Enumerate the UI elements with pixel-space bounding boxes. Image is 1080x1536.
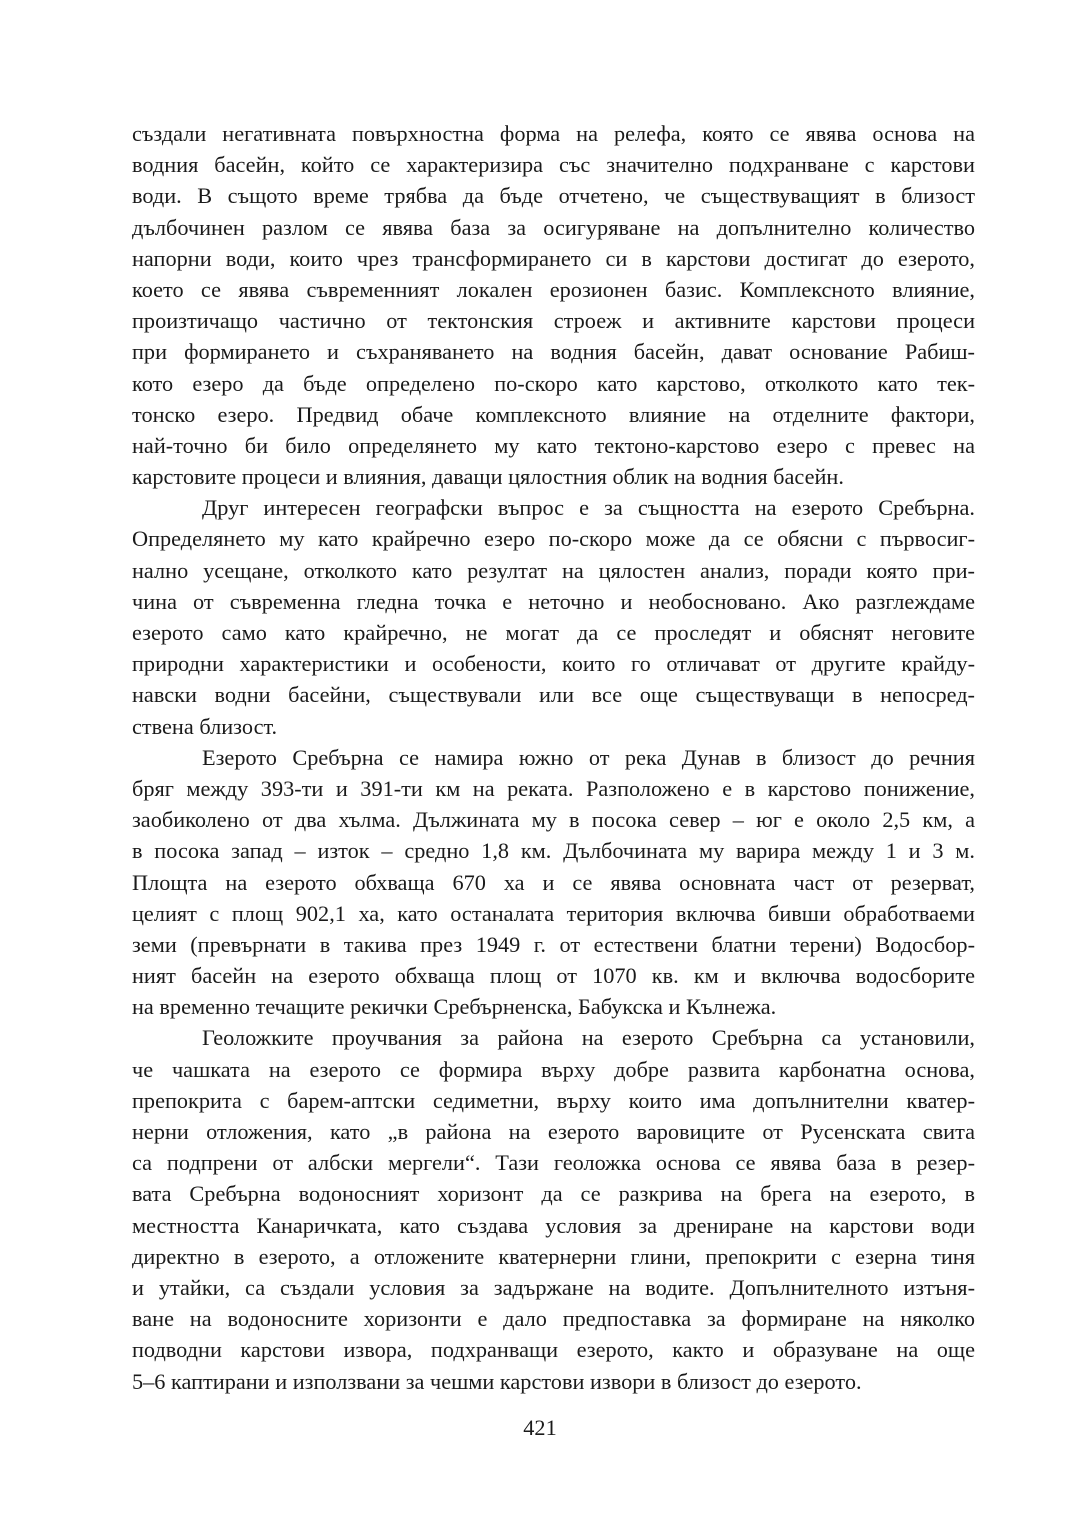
text-line: подводни карстови извора, подхранващи езерото, както и образуване на още bbox=[132, 1337, 975, 1363]
text-line: земи (превърнати в такива през 1949 г. от естествени блатни терени) Водосбор- bbox=[132, 931, 975, 957]
text-line: нерни отложения, като „в района на езерото варовиците от Русенската свита bbox=[132, 1119, 975, 1144]
text-line: са подпрени от албски мергели“. Тази геоложка основа се явява база в резер- bbox=[132, 1150, 975, 1176]
paragraph bbox=[132, 742, 975, 1023]
text-line: водния басейн, който се характеризира със значително подхранване с карстови bbox=[132, 152, 975, 178]
text-line: произтичащо частично от тектонския строеж и активните карстови процеси bbox=[132, 308, 975, 334]
text-line: чина от съвременна гледна точка е неточно и необосновано. Ако разглеждаме bbox=[132, 588, 975, 614]
text-line: Определянето му като крайречно езеро по-скоро може да се обясни с първосиг- bbox=[132, 526, 975, 552]
page-number: 421 bbox=[523, 1415, 557, 1440]
text-line: вата Сребърна водоносният хоризонт да се разкрива на брега на езерото, в bbox=[132, 1181, 975, 1207]
text-line: ният басейн на езерото обхваща площ от 1070 кв. км и включва водосборите bbox=[132, 963, 975, 989]
paragraph bbox=[132, 1022, 975, 1396]
text-line: природни характеристики и особености, които го отличават от другите крайду- bbox=[132, 651, 975, 677]
text-line: навски водни басейни, съществували или все още съществуващи в непосред- bbox=[132, 682, 975, 708]
text-line: води. В същото време трябва да бъде отчетено, че съществуващият в близост bbox=[132, 183, 975, 209]
text-line: в посока запад – изток – средно 1,8 км. Дълбочината му варира между 1 и 3 м. bbox=[132, 838, 975, 864]
text-line: и утайки, са създали условия за задържане на водите. Допълнителното изтъня- bbox=[132, 1274, 975, 1300]
text-line: което се явява съвременният локален ерозионен базис. Комплексното влияние, bbox=[132, 276, 975, 302]
text-line: кото езеро да бъде определено по-скоро като карстово, отколкото като тек- bbox=[132, 370, 975, 396]
text-line: заобиколено от два хълма. Дължината му в посока север – юг е около 2,5 км, а bbox=[132, 807, 975, 833]
text-line: на временно течащите рекички Сребърненска, Бабукска и Кълнежа. bbox=[132, 994, 777, 1020]
text-line: Езерото Сребърна се намира южно от река Дунав в близост до речния bbox=[202, 744, 975, 770]
text-line: директно в езерото, а отложените кватернерни глини, препокрити с езерна тиня bbox=[132, 1243, 975, 1269]
text-line: Друг интересен географски въпрос е за същността на езерото Сребърна. bbox=[202, 495, 975, 521]
text-line: напорни води, които чрез трансформирането си в карстови достигат до езерото, bbox=[132, 245, 975, 271]
text-line: 5–6 каптирани и използвани за чешми карстови извори в близост до езерото. bbox=[132, 1368, 862, 1394]
text-line: ване на водоносните хоризонти е дало предпоставка за формиране на няколко bbox=[132, 1306, 975, 1332]
paragraph bbox=[132, 118, 975, 492]
text-line: местността Канаричката, като създава условия за дрениране на карстови води bbox=[132, 1212, 975, 1238]
text-line: ствена близост. bbox=[132, 713, 278, 739]
text-line: препокрита с барем-аптски седиметни, върху които има допълнителни кватер- bbox=[132, 1087, 975, 1113]
body-text bbox=[132, 118, 975, 1397]
text-line: Площта на езерото обхваща 670 ха и се явява основната част от резерват, bbox=[132, 869, 975, 895]
text-line: езерото само като крайречно, не могат да се проследят и обяснят неговите bbox=[132, 620, 975, 645]
text-line: нално усещане, отколкото като резултат на цялостен анализ, поради която при- bbox=[132, 557, 975, 583]
text-line: Геоложките проучвания за района на езерото Сребърна са установили, bbox=[202, 1025, 975, 1051]
text-line: че чашката на езерото се формира върху добре развита карбонатна основа, bbox=[132, 1056, 975, 1082]
text-line: целият с площ 902,1 ха, като останалата територия включва бивши обработваеми bbox=[132, 900, 975, 926]
paragraph bbox=[132, 492, 975, 742]
text-line: най-точно би било определянето му като тектоно-карстово езеро с превес на bbox=[132, 432, 975, 458]
text-line: създали негативната повърхностна форма на релефа, която се явява основа на bbox=[132, 121, 975, 146]
text-line: тонско езеро. Предвид обаче комплексното влияние на отделните фактори, bbox=[132, 401, 975, 427]
text-line: бряг между 393-ти и 391-ти км на реката. Разположено е в карстово понижение, bbox=[132, 775, 975, 801]
text-line: карстовите процеси и влияния, даващи цялостния облик на водния басейн. bbox=[132, 464, 844, 490]
text-line: при формирането и съхраняването на водния басейн, дават основание Рабиш- bbox=[132, 339, 975, 365]
text-line: дълбочинен разлом се явява база за осигуряване на допълнително количество bbox=[132, 214, 975, 240]
